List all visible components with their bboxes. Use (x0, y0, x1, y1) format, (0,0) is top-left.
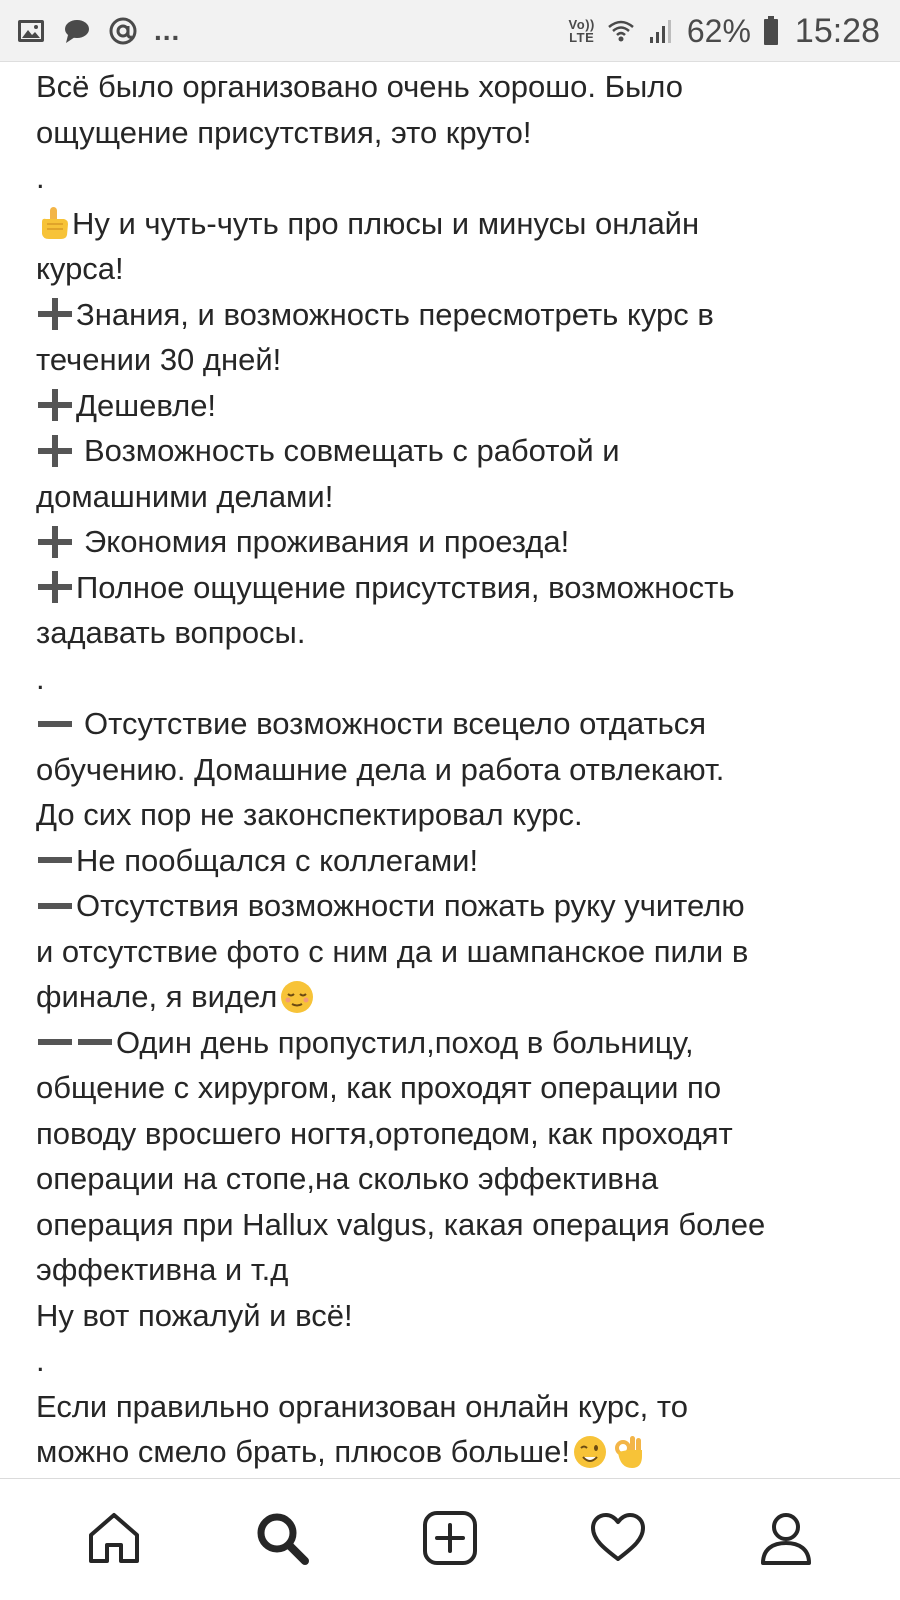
minus-icon (36, 889, 74, 923)
pointing-up-hand-icon (36, 206, 72, 240)
chat-bubble-icon (62, 16, 92, 46)
caption-line (36, 110, 878, 156)
caption-line (36, 1247, 878, 1293)
gallery-icon (16, 16, 46, 46)
relieved-face-icon (279, 979, 315, 1015)
caption-line (36, 383, 878, 429)
nav-profile-button[interactable] (746, 1498, 826, 1578)
caption-line (36, 747, 878, 793)
wifi-icon (607, 17, 635, 45)
plus-icon (36, 525, 74, 559)
caption-line (36, 1020, 878, 1066)
caption-line (36, 792, 878, 838)
caption-line (36, 929, 878, 975)
battery-icon (763, 16, 779, 46)
caption-line (36, 64, 878, 110)
ok-hand-icon (610, 1434, 646, 1470)
nav-activity-button[interactable] (578, 1498, 658, 1578)
caption-line (36, 883, 878, 929)
caption-line-text: Ну и чуть-чуть про плюсы и минусы онлайн (72, 205, 700, 241)
caption-line-text: Ну вот пожалуй и всё! (36, 1297, 353, 1333)
volte-indicator (569, 18, 595, 44)
caption-line-text: Отсутствие возможности всецело отдаться (84, 706, 707, 741)
caption-line-text: финале, я видел (36, 979, 278, 1014)
minus-icon (36, 707, 74, 741)
signal-strength-icon (647, 17, 675, 45)
plus-icon (36, 388, 74, 422)
caption-line (36, 474, 878, 520)
caption-line-text: Дешевле! (76, 387, 217, 423)
caption-line-text: . (36, 660, 45, 696)
caption-line-text: . (36, 1343, 45, 1378)
minus-icon (36, 1025, 74, 1059)
caption-line-text: операции на стопе,на сколько эффективна (36, 1161, 659, 1196)
caption-line-text: Возможность совмещать с работой и (84, 433, 620, 468)
caption-line-text: можно смело брать, плюсов больше! (36, 1434, 570, 1469)
bottom-navigation (0, 1478, 900, 1600)
caption-line-text: операция при Hallux valgus, какая операция более (36, 1206, 766, 1242)
caption-line-text: ощущение присутствия, это круто! (36, 114, 532, 150)
caption-line (36, 1111, 878, 1157)
caption-line (36, 610, 878, 656)
caption-line (36, 1429, 878, 1475)
nav-home-button[interactable] (74, 1498, 154, 1578)
caption-line-text: и отсутствие фото с ним да и шампанское пили в (36, 933, 749, 969)
post-caption (0, 62, 900, 1478)
lte-label: LTE (569, 29, 595, 45)
caption-line (36, 565, 878, 611)
caption-line (36, 201, 878, 247)
caption-line-text: Всё было организовано очень хорошо. Было (36, 69, 683, 104)
search-icon (251, 1507, 313, 1569)
profile-icon (755, 1507, 817, 1569)
caption-line (36, 519, 878, 565)
caption-line-text: общение с хирургом, как проходят операции по (36, 1070, 722, 1105)
caption-line (36, 155, 878, 201)
caption-line-text: Не пообщался с коллегами! (76, 842, 479, 878)
caption-line-text: До сих пор не законспектировал курс. (36, 797, 583, 832)
caption-line-text: Знания, и возможность пересмотреть курс в (76, 296, 714, 332)
caption-line (36, 1065, 878, 1111)
nav-search-button[interactable] (242, 1498, 322, 1578)
caption-line-text: курса! (36, 251, 124, 286)
caption-line (36, 337, 878, 383)
caption-line (36, 246, 878, 292)
caption-line-text: поводу вросшего ногтя,ортопедом, как проходят (36, 1115, 733, 1151)
home-icon (83, 1507, 145, 1569)
battery-percent: 62% (686, 12, 751, 49)
caption-line-text: . (36, 160, 45, 195)
minus-icon (76, 1025, 114, 1059)
caption-line-text: Если правильно организован онлайн курс, то (36, 1388, 688, 1424)
plus-icon (36, 570, 74, 604)
caption-line (36, 1156, 878, 1202)
caption-line-text: Полное ощущение присутствия, возможность (76, 569, 735, 605)
more-notifications-indicator: ... (154, 14, 181, 46)
at-sign-icon (108, 16, 138, 46)
caption-line (36, 1202, 878, 1248)
caption-line (36, 292, 878, 338)
caption-line-text: Экономия проживания и проезда! (84, 524, 570, 559)
caption-line-text: домашними делами! (36, 478, 334, 514)
caption-line (36, 1384, 878, 1430)
status-bar-notifications (16, 16, 196, 46)
new-post-icon (419, 1507, 481, 1569)
winking-face-icon (572, 1434, 608, 1470)
volte-label: Vo)) (568, 16, 595, 32)
status-bar-clock: 15:28 (794, 11, 880, 50)
caption-line-text: обучению. Домашние дела и работа отвлекают. (36, 751, 725, 787)
caption-line-text: Отсутствия возможности пожать руку учителю (76, 888, 745, 923)
caption-line (36, 656, 878, 702)
caption-line (36, 1338, 878, 1384)
caption-line-text: течении 30 дней! (36, 342, 282, 377)
caption-line (36, 701, 878, 747)
caption-line-text: задавать вопросы. (36, 615, 306, 650)
activity-heart-icon (587, 1507, 649, 1569)
plus-icon (36, 297, 74, 331)
minus-icon (36, 843, 74, 877)
caption-line (36, 1293, 878, 1339)
plus-icon (36, 434, 74, 468)
status-bar (0, 0, 900, 62)
nav-new-post-button[interactable] (410, 1498, 490, 1578)
caption-line-text: Один день пропустил,поход в больницу, (116, 1024, 694, 1060)
status-bar-system (557, 13, 880, 49)
caption-line-text: эффективна и т.д (36, 1252, 289, 1287)
caption-line (36, 428, 878, 474)
caption-line (36, 838, 878, 884)
caption-line (36, 974, 878, 1020)
